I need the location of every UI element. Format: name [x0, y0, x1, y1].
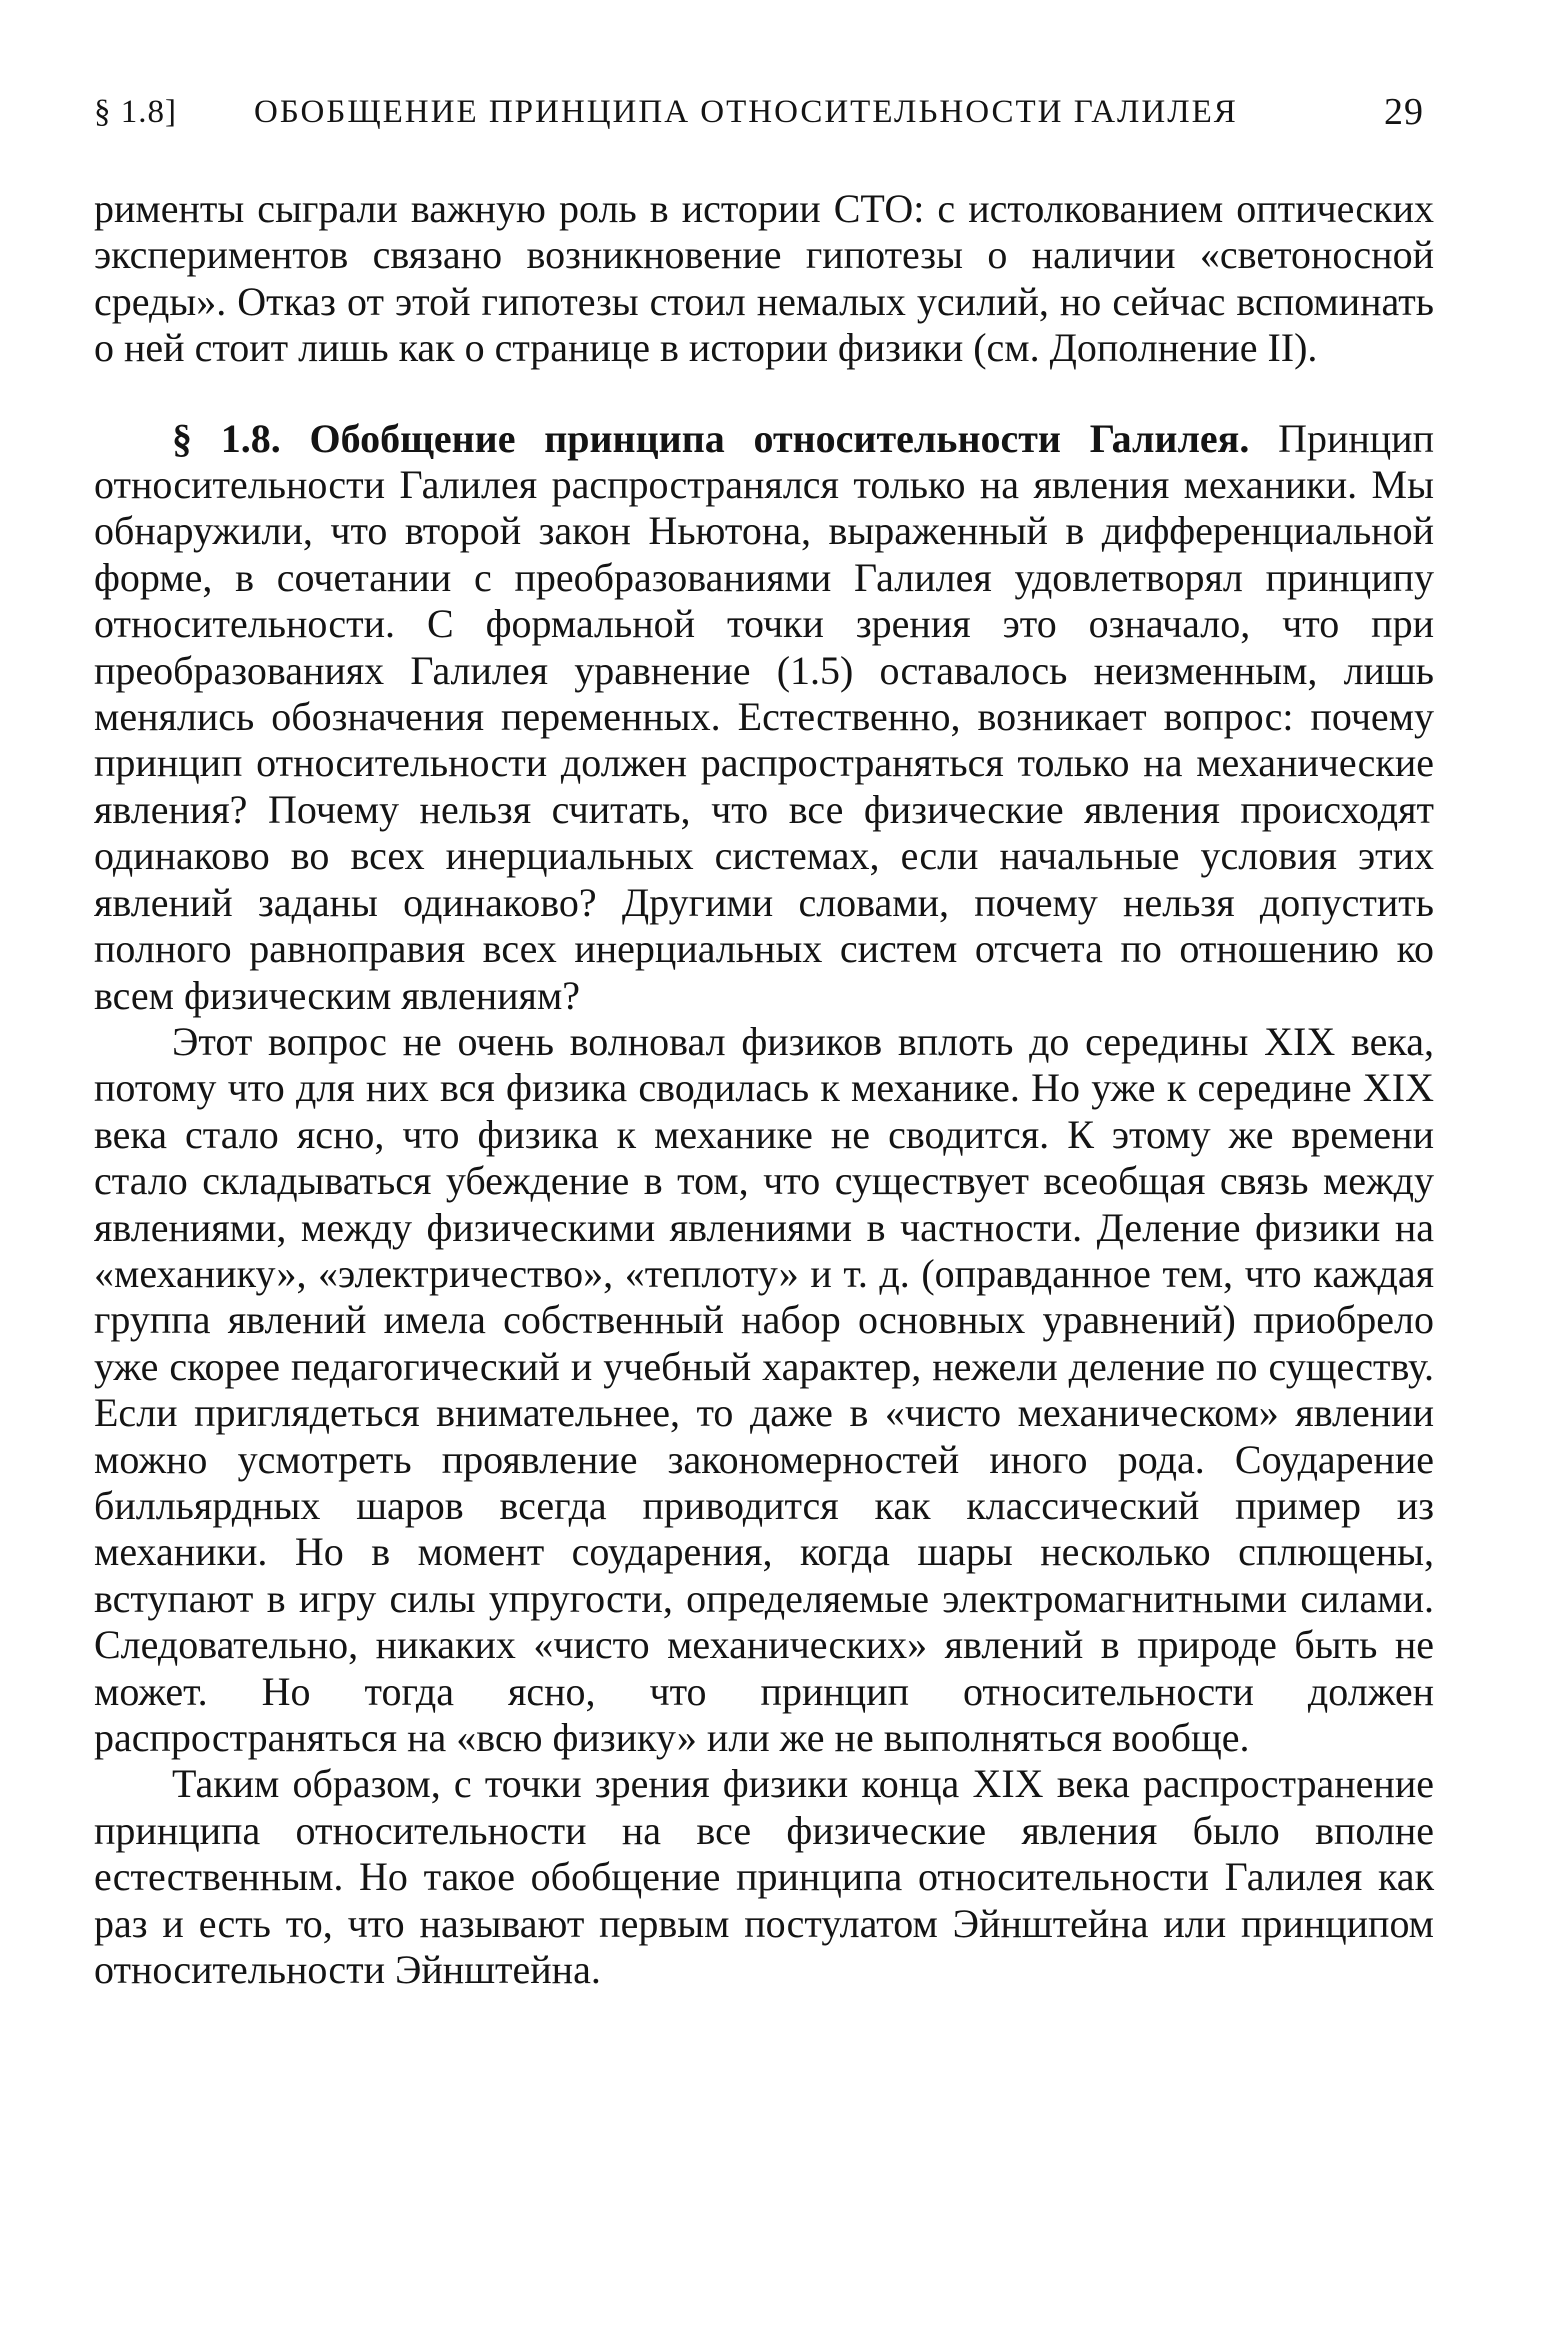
- running-head-title: ОБОБЩЕНИЕ ПРИНЦИПА ОТНОСИТЕЛЬНОСТИ ГАЛИЛЕЯ: [254, 94, 1238, 130]
- page-number: 29: [1384, 91, 1424, 133]
- paragraph-einstein-postulate: Таким образом, с точки зрения физики конца XIX века распространение принципа относительности на все физические явления было вполне естественным. Но такое обобщение принципа относительности Галилея как раз и есть то, что называют первым постулатом Эйнштейна или принципом относительности Эйнштейна.: [94, 1761, 1434, 1993]
- body-text: [94, 186, 1434, 1993]
- paragraph-section-1-8: [94, 416, 1434, 1019]
- running-head-section: § 1.8]: [94, 94, 177, 130]
- running-head: [94, 84, 1448, 140]
- paragraph-19th-century: Этот вопрос не очень волновал физиков вплоть до середины XIX века, потому что для них вся физика сводилась к механике. Но уже к середине XIX века стало ясно, что физика к механике не сводится. К этому же времени стало складываться убеждение в том, что существует всеобщая связь между явлениями, между физическими явлениями в частности. Деление физики на «механику», «электричество», «теплоту» и т. д. (оправданное тем, что каждая группа явлений имела собственный набор основных уравнений) приобрело уже скорее педагогический и учебный характер, нежели деление по существу. Если приглядеться внимательнее, то даже в «чисто механическом» явлении можно усмотреть проявление закономерностей иного рода. Соударение билльярдных шаров всегда приводится как классический пример из механики. Но в момент соударения, когда шары несколько сплющены, вступают в игру силы упругости, определяемые электромагнитными силами. Следовательно, никаких «чисто механических» явлений в природе быть не может. Но тогда ясно, что принцип относительности должен распространяться на «всю физику» или же не выполняться вообще.: [94, 1018, 1434, 1760]
- section-intro-text: Принцип относительности Галилея распространялся только на явления механики. Мы обнаружили, что второй закон Ньютона, выраженный в дифференциальной форме, в сочетании с преобразованиями Галилея удовлетворял принципу относительности. С формальной точки зрения это означало, что при преобразованиях Галилея уравнение (1.5) оставалось неизменным, лишь менялись обозначения переменных. Естественно, возникает вопрос: почему принцип относительности должен распространяться только на механические явления? Почему нельзя считать, что все физические явления происходят одинаково во всех инерциальных системах, если начальные условия этих явлений заданы одинаково? Другими словами, почему нельзя допустить полного равноправия всех инерциальных систем отсчета по отношению ко всем физическим явлениям?: [94, 415, 1434, 1018]
- section-heading: § 1.8. Обобщение принципа относительности Галилея.: [172, 415, 1250, 461]
- paragraph-continuation: рименты сыграли важную роль в истории СТО: с истолкованием оптических экспериментов связано возникновение гипотезы о наличии «светоносной среды». Отказ от этой гипотезы стоил немалых усилий, но сейчас вспоминать о ней стоит лишь как о странице в истории физики (см. Дополнение II).: [94, 186, 1434, 371]
